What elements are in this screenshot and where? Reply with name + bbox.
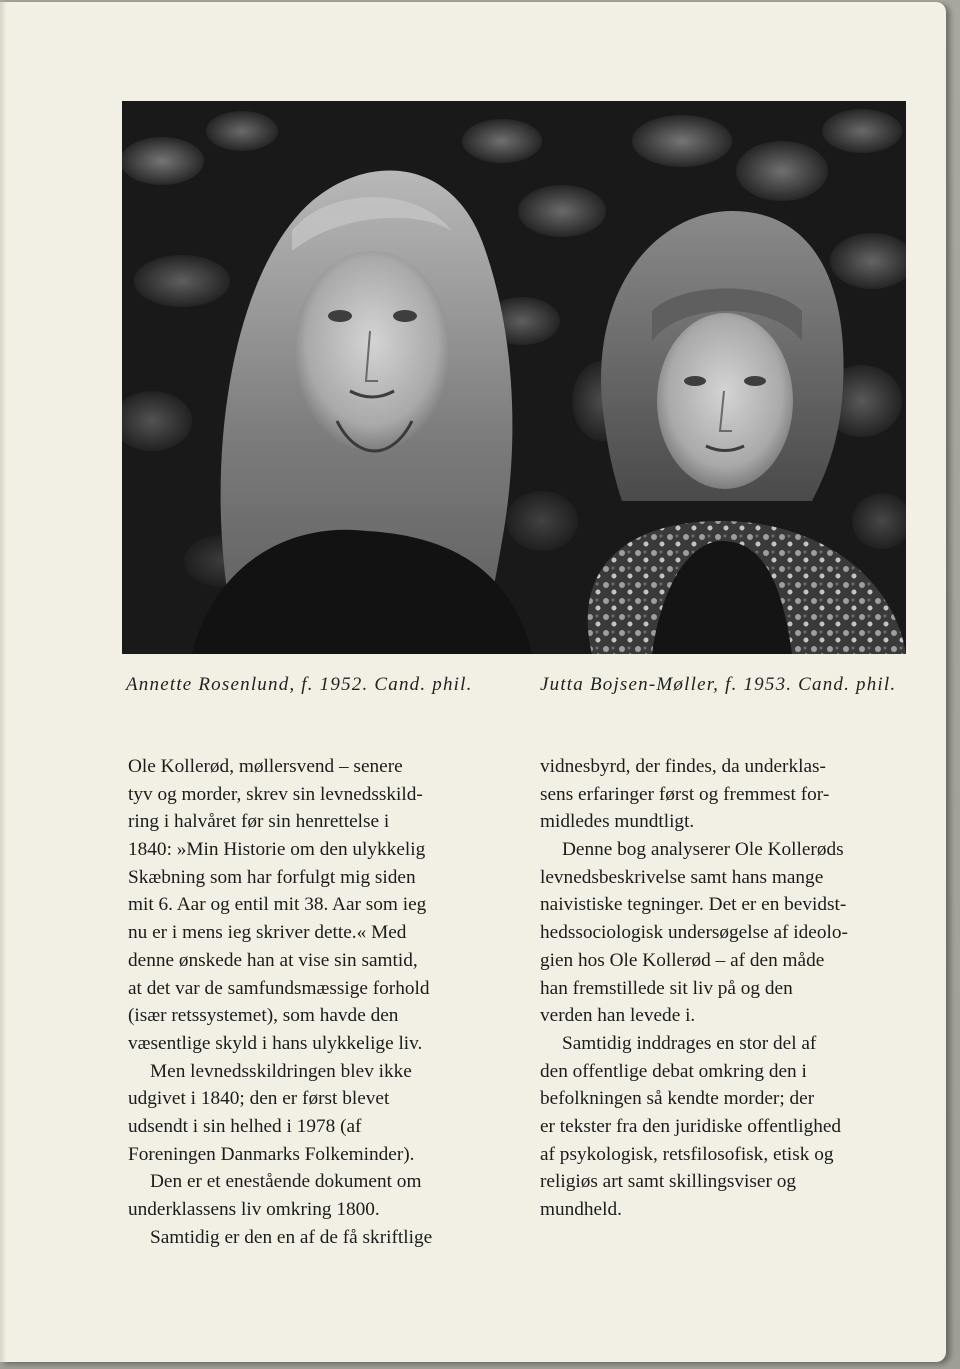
text-line: 1840: »Min Historie om den ulykkelig xyxy=(128,839,426,861)
text-line: Skæbning som har forfulgt mig siden xyxy=(128,866,416,888)
text-line: mit 6. Aar og entil mit 38. Aar som ieg xyxy=(128,894,427,916)
book-back-cover xyxy=(0,2,946,1362)
text-line: gien hos Ole Kollerød – af den måde xyxy=(540,949,825,971)
caption-right: Jutta Bojsen-Møller, f. 1953. Cand. phil. xyxy=(540,674,897,695)
text-line: nu er i mens ieg skriver dette.« Med xyxy=(128,922,407,944)
text-line: er tekster fra den juridiske offentlighed xyxy=(540,1115,842,1137)
author-photo xyxy=(122,101,906,654)
text-line: verden han levede i. xyxy=(540,1005,696,1027)
text-line: denne ønskede han at vise sin samtid, xyxy=(128,949,418,971)
text-line: ring i halvåret før sin henrettelse i xyxy=(128,811,390,833)
text-line: Ole Kollerød, møllersvend – senere xyxy=(128,756,403,777)
text-line: udsendt i sin helhed i 1978 (af xyxy=(128,1115,362,1137)
text-line: underklassens liv omkring 1800. xyxy=(128,1199,380,1220)
text-line: væsentlige skyld i hans ulykkelige liv. xyxy=(128,1032,423,1054)
text-line: religiøs art samt skillingsviser og xyxy=(540,1171,796,1193)
text-line: naivistiske tegninger. Det er en bevidst- xyxy=(540,894,847,916)
text-line: midledes mundtligt. xyxy=(540,811,695,833)
text-line: den offentlige debat omkring den i xyxy=(540,1060,807,1082)
text-column-left xyxy=(128,753,498,1251)
text-line: mundheld. xyxy=(540,1199,622,1220)
text-line: udgivet i 1840; den er først blevet xyxy=(128,1088,390,1110)
text-line: levnedsbeskrivelse samt hans mange xyxy=(540,866,824,888)
text-line: at det var de samfundsmæssige forhold xyxy=(128,977,430,999)
text-line: Foreningen Danmarks Folkeminder). xyxy=(128,1143,415,1165)
text-line: Samtidig inddrages en stor del af xyxy=(562,1032,817,1054)
text-line: sens erfaringer først og fremmest for- xyxy=(540,783,830,805)
spine-edge xyxy=(0,2,6,1362)
text-line: Samtidig er den en af de få skriftlige xyxy=(150,1226,433,1248)
text-line: Den er et enestående dokument om xyxy=(150,1171,422,1193)
text-line: af psykologisk, retsfilosofisk, etisk og xyxy=(540,1143,834,1165)
text-line: vidnesbyrd, der findes, da underklas- xyxy=(540,756,826,777)
text-line: han fremstillede sit liv på og den xyxy=(540,977,793,999)
text-line: (især retssystemet), som havde den xyxy=(128,1005,399,1027)
text-line: hedssociologisk undersøgelse af ideolo- xyxy=(540,922,848,944)
text-line: Men levnedsskildringen blev ikke xyxy=(150,1060,412,1082)
caption-left: Annette Rosenlund, f. 1952. Cand. phil. xyxy=(126,674,473,695)
text-column-right xyxy=(540,753,910,1224)
text-line: befolkningen så kendte morder; der xyxy=(540,1088,815,1110)
text-line: tyv og morder, skrev sin levnedsskild- xyxy=(128,783,423,805)
text-line: Denne bog analyserer Ole Kollerøds xyxy=(562,839,844,861)
